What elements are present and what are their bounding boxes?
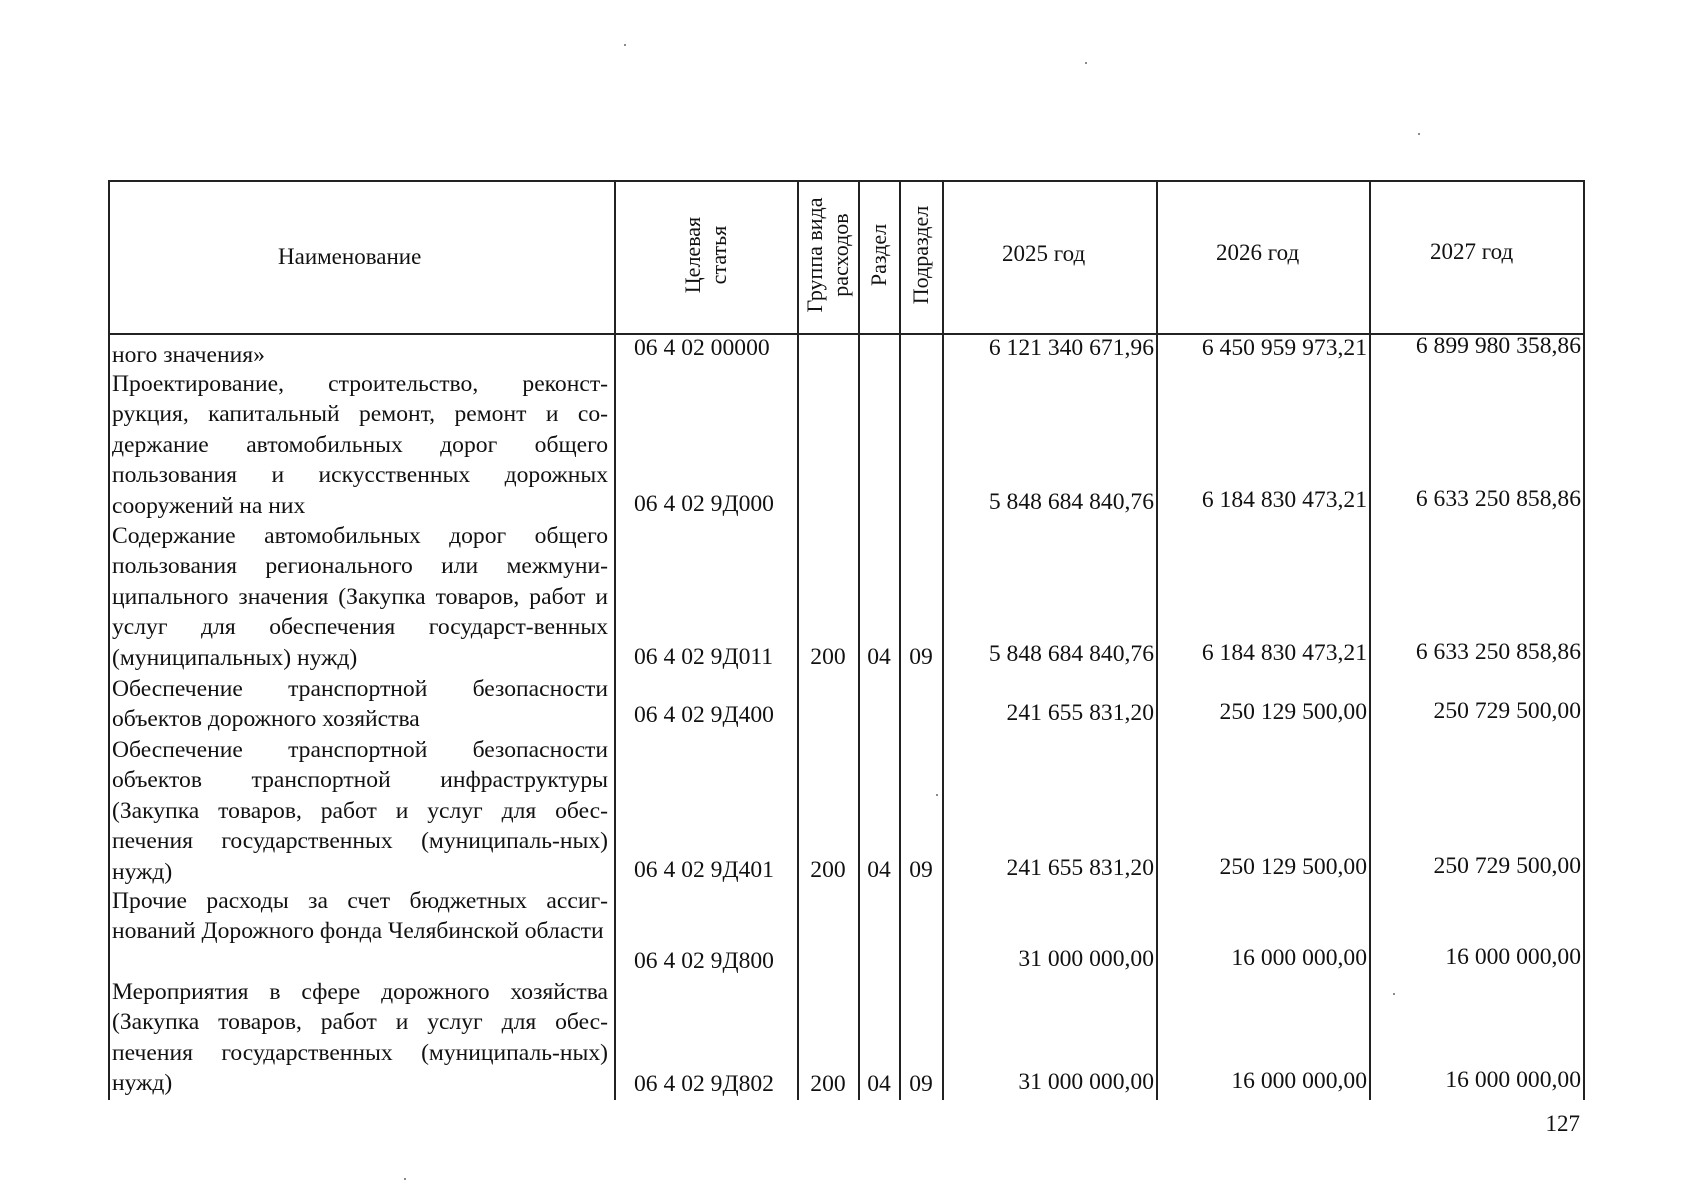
row-article: 06 4 02 9Д401: [634, 857, 774, 883]
row-expense-group: 200: [810, 644, 846, 670]
row-value-2026: 6 184 830 473,21: [1201, 487, 1367, 513]
row-value-2026: 250 129 500,00: [1219, 854, 1367, 880]
row-name: Содержание автомобильных дорог общего пользования регионального или межмуни-ципального значения (Закупка товаров, работ и услуг для обеспечения государст-венных (муниципальных) нужд): [112, 523, 608, 671]
col-border-article: [797, 180, 799, 1100]
row-subsection: 09: [909, 1071, 933, 1097]
header-2026: 2026 год: [1216, 240, 1300, 265]
row-value-2025: 241 655 831,20: [1006, 855, 1154, 881]
row-article: 06 4 02 00000: [634, 335, 770, 361]
scan-speck: [936, 794, 938, 796]
header-subsection: Подраздел: [908, 205, 933, 305]
col-border-right: [1583, 180, 1585, 1100]
row-article: 06 4 02 9Д400: [634, 702, 774, 728]
row-value-2027: 6 899 980 358,86: [1415, 333, 1581, 359]
row-value-2025: 5 848 684 840,76: [988, 641, 1154, 667]
row-value-2025: 31 000 000,00: [1018, 946, 1154, 972]
header-2027: 2027 год: [1430, 239, 1514, 264]
row-name: Мероприятия в сфере дорожного хозяйства (Закупка товаров, работ и услуг для обес-печения государственных (муниципаль-ных) нужд): [112, 979, 608, 1097]
header-expense-group: Группа вида расходов: [802, 197, 853, 313]
scan-speck: [1393, 993, 1395, 995]
col-border-section: [899, 180, 901, 1100]
col-border-2025: [1156, 180, 1158, 1100]
row-value-2025: 31 000 000,00: [1018, 1069, 1154, 1095]
row-name: Обеспечение транспортной безопасности объектов транспортной инфраструктуры (Закупка товаров, работ и услуг для обес-печения государственных (муниципаль-ных) нужд): [112, 737, 608, 885]
row-value-2026: 6 450 959 973,21: [1201, 335, 1367, 361]
scan-speck: [1085, 62, 1087, 64]
header-2025: 2025 год: [1002, 241, 1086, 266]
row-value-2027: 250 729 500,00: [1433, 698, 1581, 724]
row-article: 06 4 02 9Д800: [634, 948, 774, 974]
header-section: Раздел: [866, 223, 891, 287]
row-article: 06 4 02 9Д802: [634, 1071, 774, 1097]
row-section: 04: [867, 857, 891, 883]
row-value-2025: 6 121 340 671,96: [988, 335, 1154, 361]
row-value-2026: 16 000 000,00: [1231, 1068, 1367, 1094]
header-name: Наименование: [278, 244, 422, 269]
row-value-2027: 16 000 000,00: [1445, 944, 1581, 970]
row-value-2027: 16 000 000,00: [1445, 1067, 1581, 1093]
row-expense-group: 200: [810, 857, 846, 883]
scan-speck: [404, 1178, 406, 1180]
row-value-2027: 6 633 250 858,86: [1415, 639, 1581, 665]
row-value-2027: 6 633 250 858,86: [1415, 486, 1581, 512]
row-name: Обеспечение транспортной безопасности объектов дорожного хозяйства: [112, 676, 608, 733]
row-subsection: 09: [909, 857, 933, 883]
row-value-2026: 16 000 000,00: [1231, 945, 1367, 971]
table-top-border: [108, 180, 1584, 182]
col-border-subsection: [942, 180, 944, 1100]
col-border-left: [108, 180, 110, 1100]
col-border-group: [858, 180, 860, 1100]
page-number: 127: [1545, 1111, 1580, 1136]
row-name: ного значения»: [112, 342, 265, 368]
row-subsection: 09: [909, 644, 933, 670]
row-section: 04: [867, 644, 891, 670]
row-value-2025: 241 655 831,20: [1006, 700, 1154, 726]
scan-speck: [1418, 133, 1420, 135]
row-section: 04: [867, 1071, 891, 1097]
row-name: Проектирование, строительство, реконст-рукция, капитальный ремонт, ремонт и со-держание автомобильных дорог общего пользования и искусственных дорожных сооружений на них: [112, 371, 608, 519]
col-border-2026: [1369, 180, 1371, 1100]
row-name: Прочие расходы за счет бюджетных ассиг-нований Дорожного фонда Челябинской области: [112, 888, 608, 945]
row-value-2026: 6 184 830 473,21: [1201, 640, 1367, 666]
row-value-2027: 250 729 500,00: [1433, 853, 1581, 879]
col-border-name: [614, 180, 616, 1100]
scan-speck: [624, 44, 626, 46]
row-expense-group: 200: [810, 1071, 846, 1097]
row-value-2025: 5 848 684 840,76: [988, 489, 1154, 515]
row-article: 06 4 02 9Д000: [634, 491, 774, 517]
row-article: 06 4 02 9Д011: [634, 644, 774, 670]
row-value-2026: 250 129 500,00: [1219, 699, 1367, 725]
header-target-article: Целевая статья: [680, 216, 731, 294]
